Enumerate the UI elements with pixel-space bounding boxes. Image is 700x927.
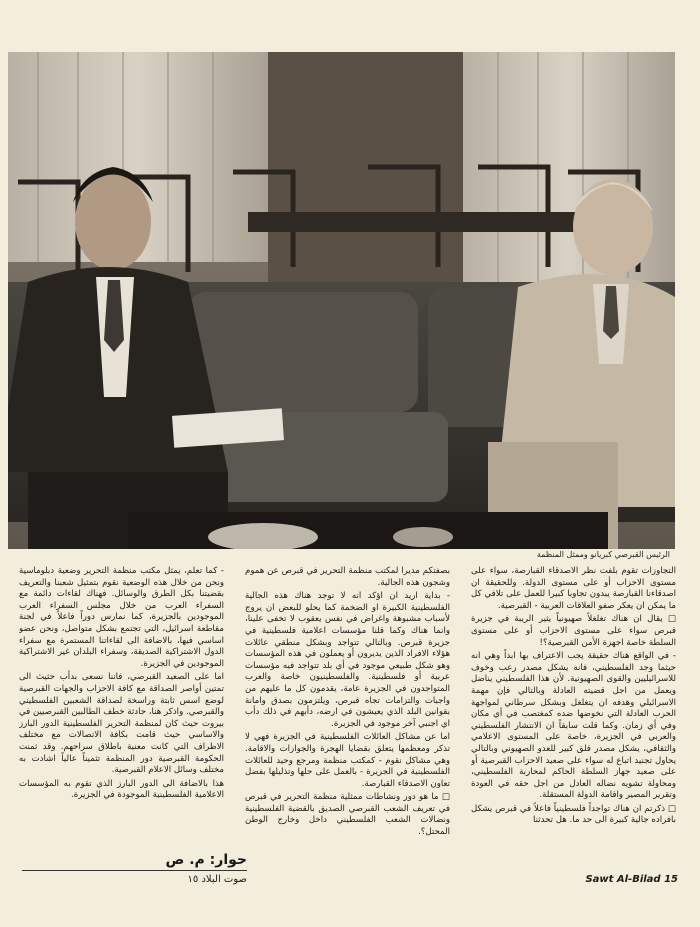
- paragraph: - كما تعلم، يمثل مكتب منظمة التحرير وضعية دبلوماسية ونحن من خلال هذه الوضعية نقوم بتمثيل شعبنا والتعريف بقضيتنا بكل الطرق والوسائل. فهناك لقاءات دائمة مع السفراء العرب من خلال مجلس السفراء العرب الموجودين بالجزيرة، كما نمارس دوراً فاعلاً في لجنة مقاطعة اسرائيل، التي تجتمع بشكل متواصل، ونحن عضو اساسي فيها، بالاضافة الى لقاءاتنا المستمرة مع سفراء الدول الاشتراكية الصديقة، وسفراء البلدان غير الاشتراكية الموجودين في الجزيرة.: [19, 566, 224, 669]
- meeting-photo: [8, 52, 675, 549]
- footer-divider: [22, 870, 247, 871]
- article-column-3: [19, 566, 224, 866]
- paragraph: بصفتكم مديراً لمكتب منظمة التحرير في قبرص عن هموم وشجون هذه الجالية.: [245, 566, 450, 588]
- article-body: [19, 566, 676, 866]
- paragraph: - بداية اريد ان اؤكد انه لا توجد هناك هذه الجالية الفلسطينية الكبيرة او الضخمة كما يحلو للبعض ان يروج لأسباب مشبوهة واغراض في نفس يعقوب لا تخفى علينا، وانما هناك وكما قلنا مؤسسات اعلامية فلسطينية في جزيرة قبرص. وبالتالي تتواجد وبشكل منطقي عائلات هؤلاء الافراد الذين يديرون أو يعملون في هذه المؤسسات وهو شكل طبيعي موجود في أي بلد تتواجد فيه مؤسسات عربية أو فلسطينية. والفلسطينيون خاصة والعرب المتواجدون في الجزيرة عامة، يقدمون كل ما عليهم من واجبات والتزامات تجاه قبرص، ويلتزمون بصدق وامانة بقوانين البلد الذي يعيشون في ارضه، دأبهم في ذلك دأب اي اجنبي آخر موجود في الجزيرة.: [245, 591, 450, 729]
- paragraph: □ ما هو دور ونشاطات ممثلية منظمة التحرير في قبرص في تعريف الشعب القبرصي الصديق بالقضية الفلسطينية ونضالات الشعب الفلسطيني داخل وخارج الوطن المحتل؟.: [245, 792, 450, 838]
- interview-byline: حوار: م. ص: [165, 852, 247, 868]
- meeting-photo-drawing: [8, 52, 675, 549]
- article-column-1: [471, 566, 676, 866]
- paragraph: التجاوزات تقوم بلفت نظر الاصدقاء القبارصة، سواء على مستوى الاحزاب أو على مستوى الدولة. وللحقيقة ان اصدقاءنا القبارصة يبدون تجاوبا كبيرا للعمل على تلافي كل ما يمكن ان يعكر صفو العلاقات العربية - القبرصية.: [471, 566, 676, 611]
- photo-caption: الرئيس القبرصي كبريانو وممثل المنظمة: [536, 550, 670, 559]
- paragraph: اما على الصعيد القبرصي، فاننا نسعى بدأب حثيث الى تمتين أواصر الصداقة مع كافة الاحزاب والجهات القبرصية لوضع اسس ثابتة وراسخة لصداقة الشعبين الفلسطيني والقبرصي. واذكر هنا، حادثة خطف الطالبين القبرصيين في بيروت حيث كان لمنظمة التحرير الفلسطينية الدور البارز والاساسي حيث قامت بكافة الاتصالات مع مختلف الاطراف التي كانت معنية باطلاق سراحهم. وقد ثمنت الحكومة القبرصية دور المنظمة تثميناً عالياً اشادت به مختلف وسائل الاعلام القبرصية.: [19, 672, 224, 776]
- article-column-2: [245, 566, 450, 866]
- paragraph: - في الواقع هناك حقيقة يجب الاعتراف بها ابداً وهي انه حيثما وجد الفلسطيني، فانه يشكل مصدر رعب وخوف للاسرائيليين والقوى الصهيونية. لأن هذا الفلسطيني يناضل ويعمل من اجل قضيته العادلة وبالتالي فإن مهمة الاسرائيلي وهدفه ان يتغلغل وبشكل سرطاني لمواجهة الحرب العادلة التي نخوضها ضده كمغتصب في أي مكان وفي أي زمان. وكما قلت سابقاً ان الانتشار الفلسطيني والعربي في الجزيرة، خاصة على المستوى الاعلامي والثقافي، يشكل مصدر قلق كبير للعدو الصهيوني وبالتالي يحاول تجنيد اتباع له سواء على صعيد الاحزاب القبرصية أو على صعيد جهاز السلطة الحاكم لمحاربة الفلسطيني، ومحاولة تشويه نضاله العادل من اجل حقه في العودة وتقرير المصير واقامة الدولة المستقلة.: [471, 651, 676, 801]
- footer-magazine-english: Sawt Al-Bilad 15: [585, 874, 678, 885]
- paragraph: □ ذكرتم ان هناك تواجداً فلسطينياً فاعلاً في قبرص يشكل بافراده جالية كبيرة الى حد ما. هل تحدثنا: [471, 803, 676, 826]
- paragraph: هذا بالاضافة الى الدور البارز الذي تقوم به المؤسسات الاعلامية الفلسطينية الموجودة في الجزيرة.: [19, 778, 224, 801]
- paragraph: □ يقال ان هناك تغلغلاً صهيونياً يثير الريبة في جزيرة قبرص سواء على مستوى الاحزاب أو على مستوى السلطة خاصة اجهزة الأمن القبرصية؟!: [471, 614, 676, 648]
- footer-magazine-arabic: صوت البلاد ١٥: [187, 874, 247, 885]
- paragraph: اما عن مشاكل العائلات الفلسطينية في الجزيرة فهي لا تذكر ومعظمها يتعلق بقضايا الهجرة والجوازات والاقامة. وهي مشاكل نقوم - كمكتب منظمة ومرجع وحيد للعائلات الفلسطينية في الجزيرة - بالعمل على حلها وتذليلها بفضل تعاون الاصدقاء القبارصة.: [245, 732, 450, 789]
